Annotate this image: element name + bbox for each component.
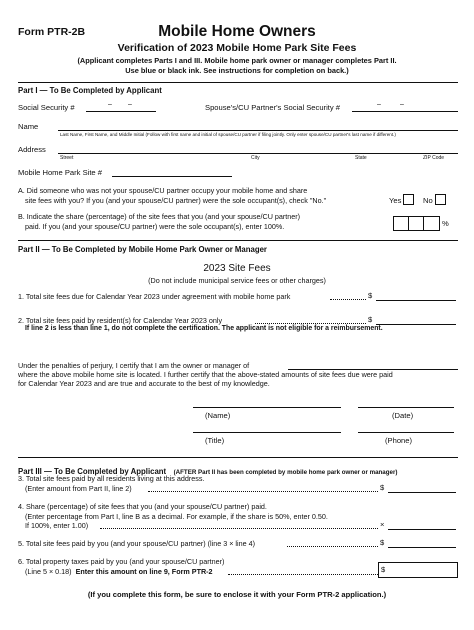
state-caption: State (355, 155, 367, 161)
leader-dots (228, 574, 378, 575)
street-caption: Street (60, 155, 74, 161)
line6-instruction-row (25, 567, 213, 576)
certification-line1: Under the penalties of perjury, I certify that I am the owner or manager of (18, 361, 250, 370)
line3-dollar: $ (380, 483, 385, 492)
ssn-dash-2: – (128, 101, 132, 108)
question-b-line1: B. Indicate the share (percentage) of the site fees that you (and your spouse/CU partner) (18, 212, 301, 221)
form-instructions-1: (Applicant completes Parts I and III. Mobile home park owner or manager completes Part II. (77, 56, 397, 65)
name-caption: Last Name, First Name, and Middle Initial (Follow with first name and initial of spouse/CU partner if filing jointly. Only enter spouse/CU partner's last name if different.) (60, 132, 396, 137)
title-caption: (Title) (205, 436, 225, 445)
ssn-field[interactable] (86, 111, 156, 112)
ssn-label: Social Security # (18, 103, 75, 112)
date-caption: (Date) (392, 411, 414, 420)
ssn-dash-1: – (108, 101, 112, 108)
owner-name-field[interactable] (193, 407, 341, 408)
line4-text: 4. Share (percentage) of site fees that you (and your spouse/CU partner) paid. (18, 502, 267, 511)
site-fees-title: 2023 Site Fees (203, 263, 271, 274)
line6-formula: (Line 5 × 0.18) (25, 567, 72, 576)
line3-text: 3. Total site fees paid by all residents living at this address. (18, 474, 205, 483)
title-field[interactable] (193, 432, 341, 433)
line1-label: 1. Total site fees due for Calendar Year 2023 under agreement with mobile home park (18, 292, 291, 301)
leader-dots (287, 546, 378, 547)
address-label: Address (18, 145, 46, 154)
question-a-line2: site fees with you? If you (and your spouse/CU partner) were the sole occupant(s), check "No." (25, 196, 327, 205)
line5-dollar: $ (380, 538, 385, 547)
question-a-line1: A. Did someone who was not your spouse/CU partner occupy your mobile home and share (18, 186, 308, 195)
phone-field[interactable] (358, 432, 454, 433)
line4-times: × (380, 520, 385, 529)
part3-heading-note: (AFTER Part II has been completed by mobile home park owner or manager) (173, 469, 398, 476)
yes-label: Yes (389, 196, 402, 205)
no-checkbox[interactable] (435, 194, 446, 205)
line6-enter-note: Enter this amount on line 9, Form PTR-2 (75, 567, 213, 576)
line4-instruction: (Enter percentage from Part I, line B as a decimal. For example, if the share is 50%, enter 0.50. (25, 512, 328, 521)
line1-amount-field[interactable] (376, 300, 456, 301)
line4-instruction-2: If 100%, enter 1.00) (25, 521, 89, 530)
leader-dots (100, 528, 378, 529)
divider (18, 240, 458, 241)
line6-amount-box[interactable] (378, 562, 458, 578)
line2-amount-field[interactable] (376, 324, 456, 325)
form-title: Mobile Home Owners (158, 23, 316, 40)
line5-text: 5. Total site fees paid by you (and your spouse/CU partner) (line 3 × line 4) (18, 539, 255, 548)
yes-checkbox[interactable] (403, 194, 414, 205)
line2-dollar: $ (368, 315, 373, 324)
question-b-line2: paid. If you (and your spouse/CU partner) were the sole occupant(s), enter 100%. (25, 222, 285, 231)
certification-line2: where the above mobile home site is located. I further certify that the above-stated amounts of site fees due were paid (18, 370, 393, 379)
phone-caption: (Phone) (385, 436, 413, 445)
line3-amount-field[interactable] (388, 492, 456, 493)
form-instructions-2: Use blue or black ink. See instructions for completion on back.) (125, 66, 349, 75)
form-id: Form PTR-2B (18, 26, 86, 38)
name-label: Name (18, 122, 39, 131)
divider (18, 457, 458, 458)
line6-dollar: $ (381, 565, 386, 574)
site-fees-note: (Do not include municipal service fees or other charges) (148, 276, 326, 285)
form-subtitle: Verification of 2023 Mobile Home Park Site Fees (117, 42, 357, 54)
leader-dots (330, 299, 366, 300)
line2-warning: If line 2 is less than line 1, do not complete the certification. The applicant is not eligible for a reimbursement. (25, 325, 383, 332)
line1-dollar: $ (368, 291, 373, 300)
address-field[interactable] (58, 153, 458, 154)
line5-amount-field[interactable] (388, 547, 456, 548)
certification-line3: for Calendar Year 2023 and are true and accurate to the best of my knowledge. (18, 379, 270, 388)
site-field[interactable] (112, 176, 232, 177)
no-label: No (423, 196, 433, 205)
part3-heading: Part III — To Be Completed by Applicant (18, 467, 167, 476)
leader-dots (148, 491, 378, 492)
percent-sign: % (442, 219, 449, 228)
spouse-ssn-field[interactable] (352, 111, 458, 112)
part2-heading: Part II — To Be Completed by Mobile Home Park Owner or Manager (18, 245, 267, 254)
line3-instruction: (Enter amount from Part II, line 2) (25, 484, 132, 493)
footer-note: (If you complete this form, be sure to enclose it with your Form PTR-2 application.) (87, 590, 387, 599)
part1-heading: Part I — To Be Completed by Applicant (18, 86, 162, 95)
line2-label: 2. Total site fees paid by resident(s) for Calendar Year 2023 only (18, 316, 223, 325)
divider (18, 82, 458, 83)
date-field[interactable] (358, 407, 454, 408)
city-caption: City (251, 155, 260, 161)
name-field[interactable] (58, 130, 458, 131)
line6-text: 6. Total property taxes paid by you (and your spouse/CU partner) (18, 557, 225, 566)
leader-dots (255, 323, 366, 324)
share-percent-input[interactable] (393, 216, 440, 231)
site-label: Mobile Home Park Site # (18, 168, 102, 177)
spouse-ssn-label: Spouse's/CU Partner's Social Security # (205, 103, 341, 112)
line4-decimal-field[interactable] (388, 529, 456, 530)
name-caption-2: (Name) (205, 411, 231, 420)
spouse-ssn-dash-2: – (400, 101, 404, 108)
spouse-ssn-dash-1: – (377, 101, 381, 108)
zip-caption: ZIP Code (423, 155, 445, 161)
